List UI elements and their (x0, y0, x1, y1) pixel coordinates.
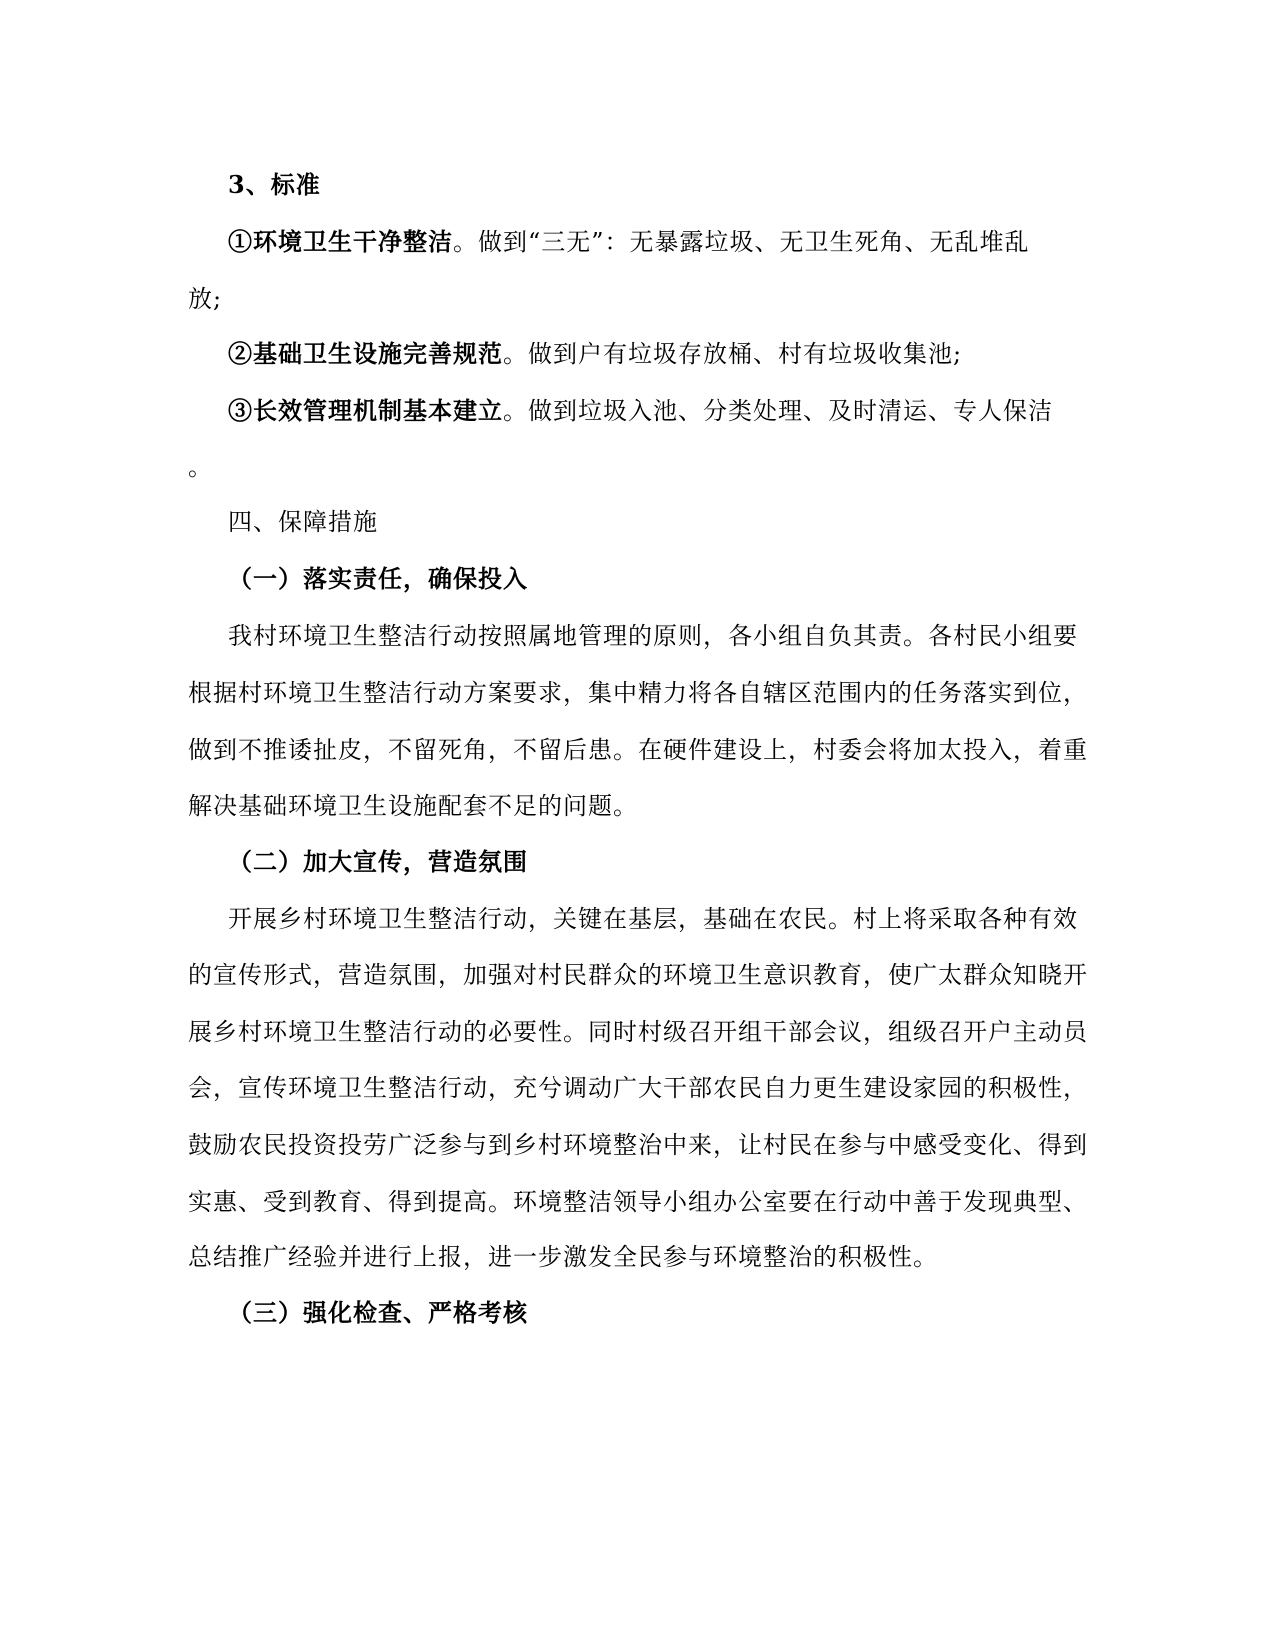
subsection-1-line-2: 根据村环境卫生整洁行动方案要求，集中精力将各自辖区范围内的任务落实到位， (188, 679, 1088, 707)
subsection-2-line-6: 实惠、受到教育、得到提高。环境整洁领导小组办公室要在行动中善于发现典型、 (188, 1188, 1088, 1216)
subsection-2-heading: （二）加大宣传，营造氛围 (228, 847, 528, 876)
measures-heading: 四、保障措施 (228, 508, 378, 536)
standard-item-3-text: 。做到垃圾入池、分类处理、及时清运、专人保洁 (503, 397, 1053, 425)
subsection-2-line-4: 会，宣传环境卫生整洁行动，充兮调动广大干部农民自力更生建设家园的积极性， (188, 1074, 1088, 1102)
standard-item-1-continuation: 放; (188, 285, 223, 313)
subsection-3-heading: （三）强化检查、严格考核 (228, 1298, 528, 1327)
standard-item-2 (228, 339, 1138, 369)
subsection-2-line-7: 总结推广经验并进行上报，进一步激发全民参与环境整治的积极性。 (188, 1243, 938, 1271)
standard-item-3-title: ③长效管理机制基本建立 (228, 396, 503, 425)
standard-item-2-text: 。做到户有垃圾存放桶、村有垃圾收集池; (503, 340, 963, 368)
subsection-1-line-3: 做到不推诿扯皮，不留死角，不留后患。在硬件建设上，村委会将加太投入，着重 (188, 736, 1088, 764)
standards-heading: 3、标准 (228, 170, 321, 199)
subsection-2-line-1: 开展乡村环境卫生整洁行动，关键在基层，基础在农民。村上将采取各种有效 (228, 905, 1078, 933)
standard-item-1-text: 。做到“三无”：无暴露垃圾、无卫生死角、无乱堆乱 (453, 228, 1030, 256)
subsection-2-line-2: 的宣传形式，营造氛围，加强对村民群众的环境卫生意识教育，使广太群众知晓开 (188, 961, 1088, 989)
subsection-1-line-4: 解决基础环境卫生设施配套不足的问题。 (188, 792, 638, 820)
standard-item-3-continuation: 。 (188, 453, 213, 481)
standard-item-1-title: ①环境卫生干净整洁 (228, 227, 453, 256)
subsection-2-line-3: 展乡村环境卫生整洁行动的必要性。同时村级召开组干部会议，组级召开户主动员 (188, 1018, 1088, 1046)
subsection-1-line-1: 我村环境卫生整洁行动按照属地管理的原则，各小组自负其责。各村民小组要 (228, 622, 1078, 650)
standard-item-1 (228, 227, 1138, 257)
standard-item-2-title: ②基础卫生设施完善规范 (228, 339, 503, 368)
standard-item-3 (228, 396, 1138, 426)
subsection-1-heading: （一）落实责任，确保投入 (228, 564, 528, 593)
subsection-2-line-5: 鼓励农民投资投劳广泛参与到乡村环境整治中来，让村民在参与中感受变化、得到 (188, 1131, 1088, 1159)
